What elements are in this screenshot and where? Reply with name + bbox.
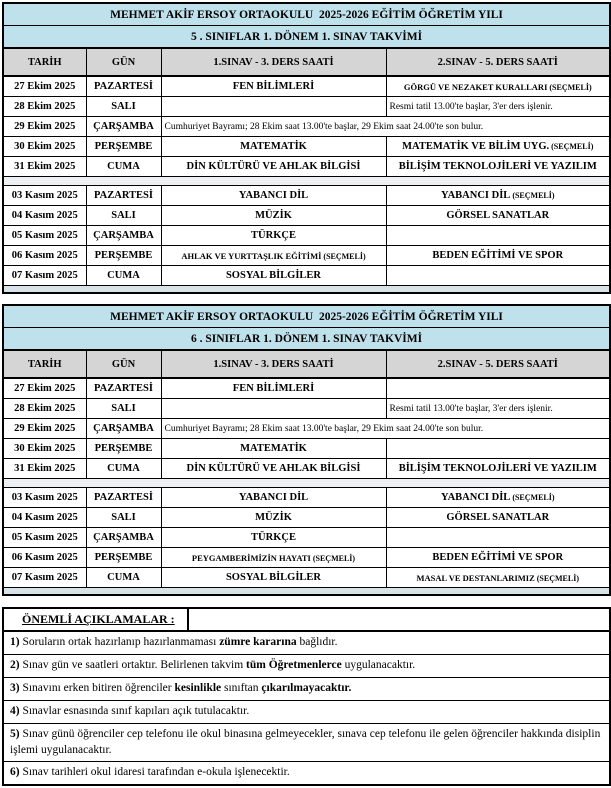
exam-row xyxy=(3,186,610,206)
exam2-cell xyxy=(386,266,610,286)
important-notes-section xyxy=(2,607,611,786)
exam2-cell: YABANCI DİL (SEÇMELİ) xyxy=(386,186,610,206)
exam1-cell: FEN BİLİMLERİ xyxy=(161,378,386,399)
exam2-cell xyxy=(386,226,610,246)
day-cell: PERŞEMBE xyxy=(86,439,161,459)
exam2-cell: BİLİŞİM TEKNOLOJİLERİ VE YAZILIM xyxy=(386,459,610,479)
note-text: uygulanacaktır. xyxy=(341,659,416,672)
exam2-cell xyxy=(386,528,610,548)
note-text: Sınav gün ve saatleri ortaktır. Belirlenen takvim xyxy=(22,659,247,672)
exam2-cell: BİLİŞİM TEKNOLOJİLERİ VE YAZILIM xyxy=(386,157,610,177)
exam2-cell: YABANCI DİL (SEÇMELİ) xyxy=(386,488,610,508)
exam2-cell: Resmi tatil 13.00'te başlar, 3'er ders işlenir. xyxy=(386,399,610,419)
note-text: Sınavlar esnasında sınıf kapıları açık tutulacaktır. xyxy=(22,705,250,718)
selective-suffix: (SEÇMELİ) xyxy=(510,493,555,502)
exam-table-grade6 xyxy=(2,304,611,596)
date-cell: 28 Ekim 2025 xyxy=(3,399,86,419)
exam-row xyxy=(3,206,610,226)
exam2-cell xyxy=(386,439,610,459)
note-item xyxy=(3,678,610,701)
date-cell: 03 Kasım 2025 xyxy=(3,186,86,206)
note-item-row xyxy=(3,678,610,701)
exam2-cell: MASAL VE DESTANLARIMIZ (SEÇMELİ) xyxy=(386,568,610,588)
selective-suffix: (SEÇMELİ) xyxy=(547,82,592,92)
day-cell: PAZARTESİ xyxy=(86,76,161,97)
exam1-cell: MÜZİK xyxy=(161,508,386,528)
selective-suffix: (SEÇMELİ) xyxy=(321,251,366,261)
exam-row xyxy=(3,76,610,97)
exam-row xyxy=(3,488,610,508)
school-title: MEHMET AKİF ERSOY ORTAOKULU 2025-2026 EĞİTİM ÖĞRETİM YILI xyxy=(3,305,610,328)
school-title-row xyxy=(3,305,610,328)
table-footer-band-row xyxy=(3,588,610,596)
day-cell: CUMA xyxy=(86,459,161,479)
day-cell: SALI xyxy=(86,206,161,226)
column-header-exam2: 2.SINAV - 5. DERS SAATİ xyxy=(386,48,610,76)
day-cell: CUMA xyxy=(86,157,161,177)
note-text: sınıftan xyxy=(221,682,262,695)
note-item-row xyxy=(3,724,610,762)
exam-row xyxy=(3,137,610,157)
note-item-row xyxy=(3,762,610,786)
note-item xyxy=(3,631,610,655)
date-cell: 27 Ekim 2025 xyxy=(3,378,86,399)
table-subtitle: 5 . SINIFLAR 1. DÖNEM 1. SINAV TAKVİMİ xyxy=(3,26,610,49)
day-cell: PAZARTESİ xyxy=(86,186,161,206)
exam2-cell xyxy=(386,378,610,399)
day-cell: PERŞEMBE xyxy=(86,137,161,157)
column-header-exam1: 1.SINAV - 3. DERS SAATİ xyxy=(161,48,386,76)
date-cell: 31 Ekim 2025 xyxy=(3,459,86,479)
exam1-cell: FEN BİLİMLERİ xyxy=(161,76,386,97)
exam1-cell: YABANCI DİL xyxy=(161,186,386,206)
note-number: 4) xyxy=(10,705,23,718)
notes-heading xyxy=(3,608,188,631)
exam2-cell: BEDEN EĞİTİMİ VE SPOR xyxy=(386,548,610,568)
notes-heading-row xyxy=(3,608,610,631)
date-cell: 30 Ekim 2025 xyxy=(3,439,86,459)
selective-suffix: (SEÇMELİ) xyxy=(534,573,579,583)
table-footer-band xyxy=(3,588,610,596)
exam-row xyxy=(3,266,610,286)
week-separator-band xyxy=(3,479,610,488)
exam1-cell: DİN KÜLTÜRÜ VE AHLAK BİLGİSİ xyxy=(161,157,386,177)
date-cell: 31 Ekim 2025 xyxy=(3,157,86,177)
date-cell: 28 Ekim 2025 xyxy=(3,97,86,117)
week-separator-row xyxy=(3,177,610,186)
day-cell: ÇARŞAMBA xyxy=(86,419,161,439)
date-cell: 29 Ekim 2025 xyxy=(3,117,86,137)
table-footer-band xyxy=(3,286,610,294)
exam-row xyxy=(3,378,610,399)
selective-suffix: (SEÇMELİ) xyxy=(549,142,594,151)
exam2-cell: GÖRSEL SANATLAR xyxy=(386,508,610,528)
exam2-cell: Resmi tatil 13.00'te başlar, 3'er ders işlenir. xyxy=(386,97,610,117)
notes-heading-spacer xyxy=(188,608,610,631)
exam-row xyxy=(3,459,610,479)
exam2-cell: GÖRSEL SANATLAR xyxy=(386,206,610,226)
day-cell: SALI xyxy=(86,399,161,419)
exam-table-grade5 xyxy=(2,2,611,294)
note-item xyxy=(3,701,610,724)
exam-row xyxy=(3,439,610,459)
exam-row xyxy=(3,97,610,117)
note-number: 6) xyxy=(10,766,23,779)
note-text: Sınav günü öğrenciler cep telefonu ile okul binasına gelmeyecekler, sınava cep telefonu ile gelen öğrenciler hakkında disiplin işlemi uygulanacaktır. xyxy=(10,728,601,756)
exam2-cell: GÖRGÜ VE NEZAKET KURALLARI (SEÇMELİ) xyxy=(386,76,610,97)
note-item xyxy=(3,762,610,786)
date-cell: 06 Kasım 2025 xyxy=(3,548,86,568)
exam1-cell: TÜRKÇE xyxy=(161,226,386,246)
exam-row xyxy=(3,568,610,588)
column-header-date: TARİH xyxy=(3,48,86,76)
note-bold-text: tüm Öğretmenlerce xyxy=(246,659,342,672)
exam2-cell: BEDEN EĞİTİMİ VE SPOR xyxy=(386,246,610,266)
date-cell: 29 Ekim 2025 xyxy=(3,419,86,439)
note-item-row xyxy=(3,655,610,678)
column-header-day: GÜN xyxy=(86,350,161,378)
note-number: 1) xyxy=(10,636,23,649)
date-cell: 27 Ekim 2025 xyxy=(3,76,86,97)
date-cell: 03 Kasım 2025 xyxy=(3,488,86,508)
exam1-cell: PEYGAMBERİMİZİN HAYATI (SEÇMELİ) xyxy=(161,548,386,568)
notes-heading-text: ÖNEMLİ AÇIKLAMALAR : xyxy=(22,612,175,626)
table-subtitle-row xyxy=(3,26,610,49)
exam2-cell: MATEMATİK VE BİLİM UYG. (SEÇMELİ) xyxy=(386,137,610,157)
exam1-cell: AHLAK VE YURTTAŞLIK EĞİTİMİ (SEÇMELİ) xyxy=(161,246,386,266)
day-cell: CUMA xyxy=(86,568,161,588)
note-number: 5) xyxy=(10,728,23,740)
note-text: Sınav tarihleri okul idaresi tarafından e-okula işlenecektir. xyxy=(22,766,290,779)
exam1-cell: YABANCI DİL xyxy=(161,488,386,508)
date-cell: 04 Kasım 2025 xyxy=(3,508,86,528)
day-cell: ÇARŞAMBA xyxy=(86,226,161,246)
exam1-cell: TÜRKÇE xyxy=(161,528,386,548)
exam1-cell: MATEMATİK xyxy=(161,137,386,157)
note-item xyxy=(3,724,610,762)
date-cell: 05 Kasım 2025 xyxy=(3,226,86,246)
school-title: MEHMET AKİF ERSOY ORTAOKULU 2025-2026 EĞİTİM ÖĞRETİM YILI xyxy=(3,3,610,26)
day-cell: SALI xyxy=(86,97,161,117)
column-header-exam1: 1.SINAV - 3. DERS SAATİ xyxy=(161,350,386,378)
column-header-date: TARİH xyxy=(3,350,86,378)
column-header-day: GÜN xyxy=(86,48,161,76)
note-text: Soruların ortak hazırlanıp hazırlanmaması xyxy=(22,636,220,649)
day-cell: PAZARTESİ xyxy=(86,378,161,399)
exam-row xyxy=(3,399,610,419)
exam-row xyxy=(3,419,610,439)
exam-row xyxy=(3,548,610,568)
exam1-cell xyxy=(161,399,386,419)
day-cell: ÇARŞAMBA xyxy=(86,528,161,548)
school-title-row xyxy=(3,3,610,26)
date-cell: 04 Kasım 2025 xyxy=(3,206,86,226)
note-bold-text: çıkarılmayacaktır. xyxy=(261,682,352,695)
note-number: 2) xyxy=(10,659,23,672)
exam1-cell: SOSYAL BİLGİLER xyxy=(161,266,386,286)
exam1-cell: Cumhuriyet Bayramı; 28 Ekim saat 13.00'te başlar, 29 Ekim saat 24.00'te son bulur. xyxy=(161,117,610,137)
selective-suffix: (SEÇMELİ) xyxy=(310,553,356,563)
column-header-row xyxy=(3,48,610,76)
date-cell: 30 Ekim 2025 xyxy=(3,137,86,157)
note-item-row xyxy=(3,631,610,655)
exam-row xyxy=(3,508,610,528)
date-cell: 05 Kasım 2025 xyxy=(3,528,86,548)
note-bold-text: kesinlikle xyxy=(174,682,222,695)
exam-row xyxy=(3,246,610,266)
exam1-cell: MÜZİK xyxy=(161,206,386,226)
exam1-cell: SOSYAL BİLGİLER xyxy=(161,568,386,588)
table-subtitle: 6 . SINIFLAR 1. DÖNEM 1. SINAV TAKVİMİ xyxy=(3,328,610,351)
table-footer-band-row xyxy=(3,286,610,294)
exam-row xyxy=(3,157,610,177)
date-cell: 06 Kasım 2025 xyxy=(3,246,86,266)
day-cell: CUMA xyxy=(86,266,161,286)
exam1-cell xyxy=(161,97,386,117)
exam-row xyxy=(3,226,610,246)
note-item xyxy=(3,655,610,678)
note-text: Sınavını erken bitiren öğrenciler xyxy=(22,682,175,695)
exam1-cell: DİN KÜLTÜRÜ VE AHLAK BİLGİSİ xyxy=(161,459,386,479)
day-cell: SALI xyxy=(86,508,161,528)
week-separator-band xyxy=(3,177,610,186)
note-number: 3) xyxy=(10,682,23,695)
exam-row xyxy=(3,117,610,137)
note-text: bağlıdır. xyxy=(296,636,338,649)
day-cell: ÇARŞAMBA xyxy=(86,117,161,137)
note-item-row xyxy=(3,701,610,724)
table-subtitle-row xyxy=(3,328,610,351)
day-cell: PERŞEMBE xyxy=(86,548,161,568)
day-cell: PERŞEMBE xyxy=(86,246,161,266)
day-cell: PAZARTESİ xyxy=(86,488,161,508)
date-cell: 07 Kasım 2025 xyxy=(3,266,86,286)
date-cell: 07 Kasım 2025 xyxy=(3,568,86,588)
column-header-row xyxy=(3,350,610,378)
note-bold-text: zümre kararına xyxy=(219,636,297,649)
exam1-cell: MATEMATİK xyxy=(161,439,386,459)
exam-row xyxy=(3,528,610,548)
selective-suffix: (SEÇMELİ) xyxy=(510,191,555,200)
exam1-cell: Cumhuriyet Bayramı; 28 Ekim saat 13.00'te başlar, 29 Ekim saat 24.00'te son bulur. xyxy=(161,419,610,439)
week-separator-row xyxy=(3,479,610,488)
column-header-exam2: 2.SINAV - 5. DERS SAATİ xyxy=(386,350,610,378)
